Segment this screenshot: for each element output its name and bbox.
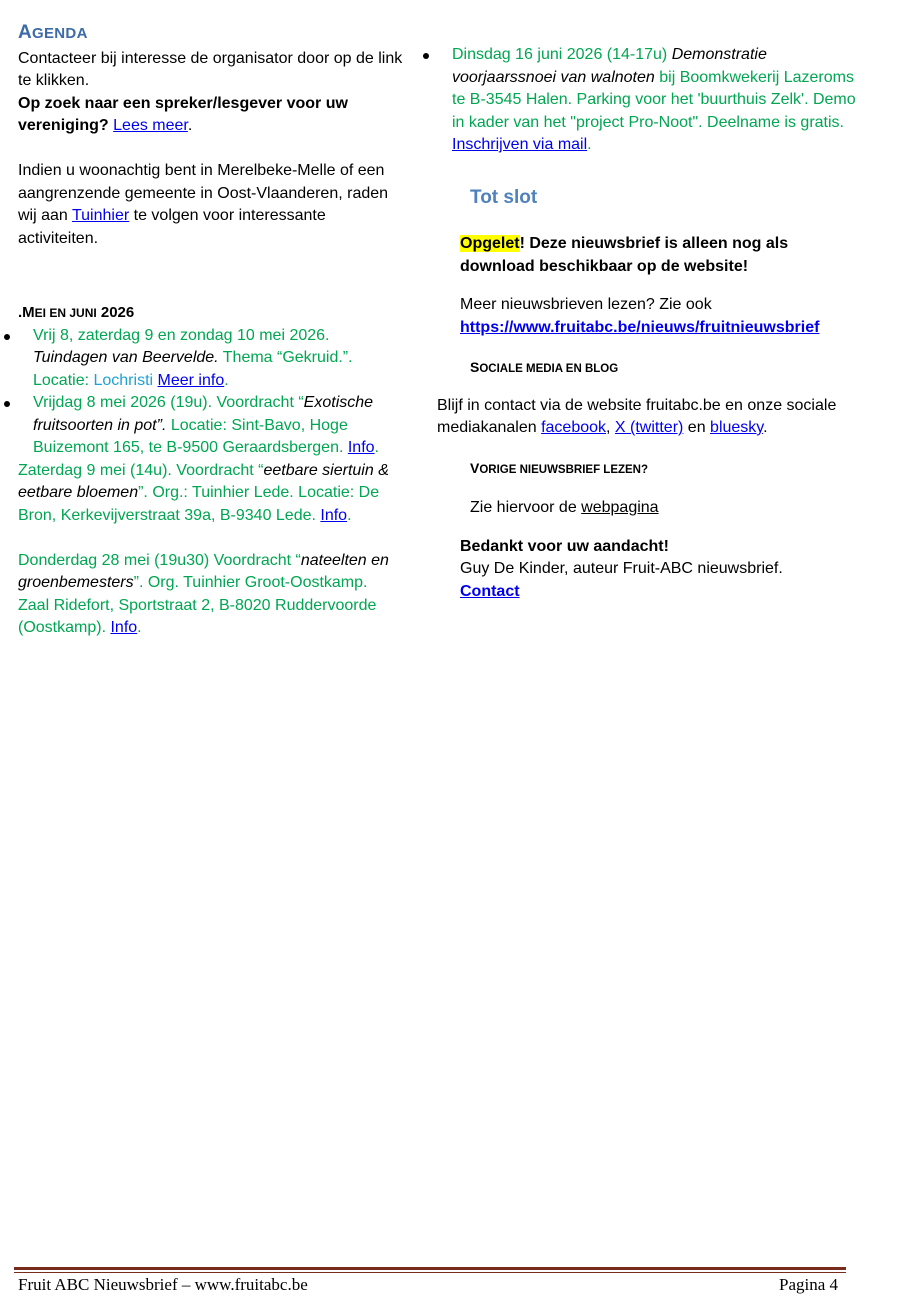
- list-item: Vrij 8, zaterdag 9 en zondag 10 mei 2026. Tuindagen van Beervelde. Thema “Gekruid.”. Locatie: Lochristi Meer info.: [18, 325, 403, 393]
- event-paragraph-lede: Zaterdag 9 mei (14u). Voordracht “eetbare siertuin & eetbare bloemen”. Org.: Tuinhier Lede. Locatie: De Bron, Kerkevijverstraat 39a, B-9340 Lede. Info.: [18, 461, 389, 524]
- event-paragraph-oostkamp: Donderdag 28 mei (19u30) Voordracht “nateelten en groenbemesters”. Org. Tuinhier Groot-Oostkamp. Zaal Ridefort, Sportstraat 2, B-8020 Ruddervoorde (Oostkamp). Info.: [18, 551, 389, 636]
- page-number: Pagina 4: [779, 1275, 839, 1294]
- bullet-icon: [4, 401, 10, 407]
- vorige-nieuwsbrief-heading: VORIGE NIEUWSBRIEF LEZEN?: [470, 459, 649, 476]
- blijf-in-contact: Blijf in contact via de website fruitabc.be en onze sociale mediakanalen facebook, X (twitter) en bluesky.: [437, 396, 837, 436]
- mei-juni-heading: .MEI EN JUNI 2026: [18, 304, 135, 321]
- agenda-intro: Contacteer bij interesse de organisator door op de link te klikken.: [18, 49, 403, 89]
- contact-link[interactable]: Contact: [460, 582, 520, 600]
- zie-hiervoor: Zie hiervoor de webpagina: [470, 499, 659, 516]
- opgelet-paragraph: Opgelet! Deze nieuwsbrief is alleen nog als download beschikbaar op de website!: [460, 235, 789, 275]
- meer-nieuwsbrieven: Meer nieuwsbrieven lezen? Zie ook: [460, 296, 712, 313]
- footer-title: Fruit ABC Nieuwsbrief – www.fruitabc.be: [18, 1275, 308, 1294]
- fruitnieuwsbrief-link[interactable]: https://www.fruitabc.be/nieuws/fruitnieuwsbrief: [460, 318, 820, 336]
- tuinhier-link[interactable]: Tuinhier: [71, 207, 130, 224]
- bullet-icon: [423, 53, 429, 59]
- lees-meer-link[interactable]: Lees meer: [113, 117, 188, 134]
- speaker-paragraph: Op zoek naar een spreker/lesgever voor uw vereniging? Lees meer.: [18, 94, 348, 134]
- bluesky-link[interactable]: bluesky: [710, 419, 764, 436]
- inschrijven-link[interactable]: Inschrijven via mail: [452, 136, 588, 153]
- info-link[interactable]: Info: [347, 439, 375, 456]
- bedankt-text: Bedankt voor uw aandacht!: [460, 537, 669, 555]
- facebook-link[interactable]: facebook: [541, 419, 607, 436]
- list-item: Vrijdag 8 mei 2026 (19u). Voordracht “Exotische fruitsoorten in pot”. Locatie: Sint-Bavo, Hoge Buizemont 165, te B-9500 Geraardsbergen. Info.: [18, 392, 403, 460]
- tot-slot-heading: Tot slot: [470, 186, 538, 208]
- meer-link-line: [460, 317, 857, 340]
- footer-rule: [14, 1267, 846, 1270]
- right-column: [437, 44, 857, 603]
- merelbeke-paragraph: Indien u woonachtig bent in Merelbeke-Melle of een aangrenzende gemeente in Oost-Vlaanderen, raden wij aan Tuinhier te volgen voor interessante activiteiten.: [18, 162, 389, 247]
- contact-line: [460, 581, 857, 604]
- meer-info-link[interactable]: Meer info: [157, 371, 225, 389]
- list-item: Dinsdag 16 juni 2026 (14-17u) Demonstratie voorjaarssnoei van walnoten bij Boomkwekerij Lazeroms te B-3545 Halen. Parking voor het 'buurthuis Zelk'. Demo in kader van het "project Pro-Noot". Deelname is gratis. Inschrijven via mail.: [437, 44, 857, 157]
- info-link[interactable]: Info: [320, 506, 348, 524]
- agenda-title: AGENDA: [18, 22, 88, 43]
- auteur-text: Guy De Kinder, auteur Fruit-ABC nieuwsbrief.: [460, 560, 783, 577]
- bullet-icon: [4, 334, 10, 340]
- left-column: [18, 22, 403, 640]
- footer-rule-thin: [14, 1272, 846, 1273]
- opgelet-highlight: Opgelet: [460, 235, 520, 252]
- twitter-link[interactable]: X (twitter): [614, 419, 684, 436]
- speaker-question: Op zoek naar een spreker/lesgever voor uw vereniging?: [18, 94, 348, 134]
- sociale-media-heading: SOCIALE MEDIA EN BLOG: [470, 359, 619, 375]
- event-list: [18, 325, 403, 460]
- webpagina-link[interactable]: webpagina: [581, 499, 659, 516]
- info-link[interactable]: Info: [110, 619, 138, 636]
- event-list-right: [437, 44, 857, 157]
